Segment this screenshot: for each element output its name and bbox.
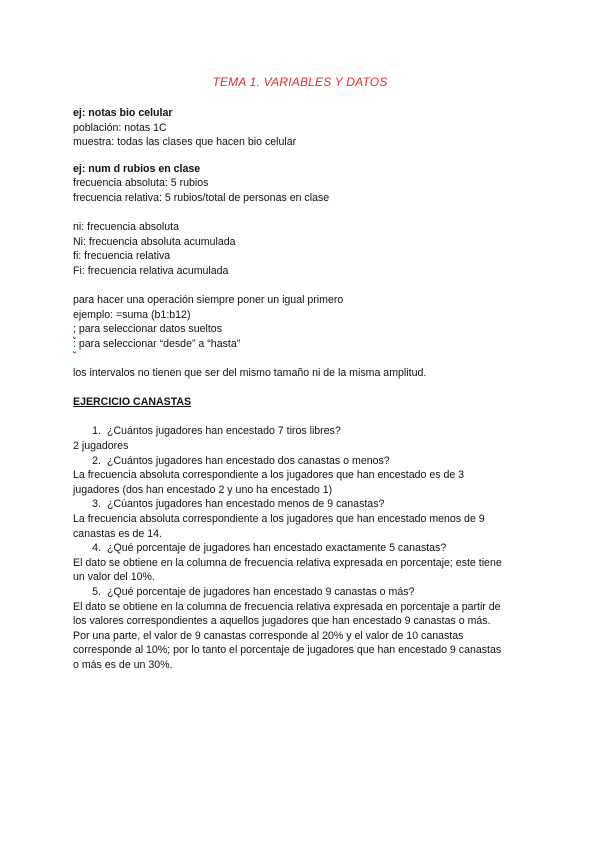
text-line: población: notas 1C bbox=[73, 121, 167, 134]
answer-line: Por una parte, el valor de 9 canastas corresponde al 20% y el valor de 10 canastas bbox=[73, 629, 464, 642]
question-number: 4. bbox=[92, 542, 101, 555]
text-line bbox=[73, 322, 533, 337]
section-heading-rubios: ej: num d rubios en clase bbox=[73, 162, 201, 175]
answer-line: La frecuencia absoluta correspondiente a los jugadores que han encestado es de 3 bbox=[73, 469, 465, 482]
text-line: muestra: todas las clases que hacen bio celular bbox=[73, 136, 297, 149]
document-body bbox=[73, 106, 533, 673]
answer-line: jugadores (dos han encestado 2 y uno ha encestado 1) bbox=[73, 483, 333, 496]
question-text: ¿Cúantos jugadores han encestado menos de 9 canastas? bbox=[107, 498, 385, 511]
question-text: ¿Cuántos jugadores han encestado 7 tiros libres? bbox=[107, 425, 341, 438]
spellcheck-mark: : bbox=[73, 337, 76, 350]
question-number: 3. bbox=[92, 498, 101, 511]
question-number: 1. bbox=[92, 425, 101, 438]
answer-line: La frecuencia absoluta correspondiente a los jugadores que han encestado menos de 9 bbox=[73, 513, 485, 526]
exercise-heading: EJERCICIO CANASTAS bbox=[73, 396, 192, 409]
question-item bbox=[73, 497, 533, 512]
section-heading-notas: ej: notas bio celular bbox=[73, 107, 173, 119]
question-text: ¿Qué porcentaje de jugadores han encestado exactamente 5 canastas? bbox=[107, 542, 447, 555]
text-line: ni: frecuencia absoluta bbox=[73, 221, 180, 234]
answer-line: 2 jugadores bbox=[73, 440, 129, 453]
question-number: 5. bbox=[92, 586, 101, 598]
answer-line: corresponde al 10%; por lo tanto el porcentaje de jugadores que han encestado 9 canastas bbox=[73, 644, 502, 657]
answer-line: o más es de un 30%. bbox=[73, 658, 173, 671]
text-line bbox=[73, 337, 533, 352]
text-line: ejemplo: =suma (b1:b12) bbox=[73, 308, 191, 321]
text-line: frecuencia absoluta: 5 rubios bbox=[73, 177, 209, 190]
document-title: TEMA 1. VARIABLES Y DATOS bbox=[212, 75, 388, 89]
text-line: frecuencia relativa: 5 rubios/total de personas en clase bbox=[73, 191, 330, 204]
text-line: Fi: frecuencia relativa acumulada bbox=[73, 264, 229, 277]
question-text: ¿Qué porcentaje de jugadores han encestado 9 canastas o más? bbox=[107, 586, 415, 598]
question-number: 2. bbox=[92, 454, 101, 467]
text-line: Ni: frecuencia absoluta acumulada bbox=[73, 235, 236, 248]
answer-line: canastas es de 14. bbox=[73, 527, 162, 540]
answer-line: los valores correspondientes a aquellos jugadores que han encestado 9 canastas o más. bbox=[73, 615, 491, 628]
answer-line: El dato se obtiene en la columna de frecuencia relativa expresada en porcentaje a partir de bbox=[73, 600, 501, 613]
answer-line: El dato se obtiene en la columna de frecuencia relativa expresada en porcentaje; este tiene bbox=[73, 556, 502, 569]
question-item bbox=[73, 424, 533, 439]
question-item bbox=[73, 585, 533, 600]
answer-line: un valor del 10%. bbox=[73, 571, 155, 584]
text-fragment: para seleccionar datos sueltos bbox=[75, 323, 222, 336]
spellcheck-mark: ; bbox=[73, 323, 76, 336]
text-line: los intervalos no tienen que ser del mismo tamaño ni de la misma amplitud. bbox=[73, 367, 427, 380]
text-line: para hacer una operación siempre poner un igual primero bbox=[73, 294, 344, 307]
question-item bbox=[73, 541, 533, 556]
text-fragment: para seleccionar “desde” a “hasta” bbox=[75, 337, 241, 350]
text-line: fi: frecuencia relativa bbox=[73, 250, 171, 263]
question-item bbox=[73, 454, 533, 469]
question-text: ¿Cuántos jugadores han encestado dos canastas o menos? bbox=[107, 454, 390, 467]
